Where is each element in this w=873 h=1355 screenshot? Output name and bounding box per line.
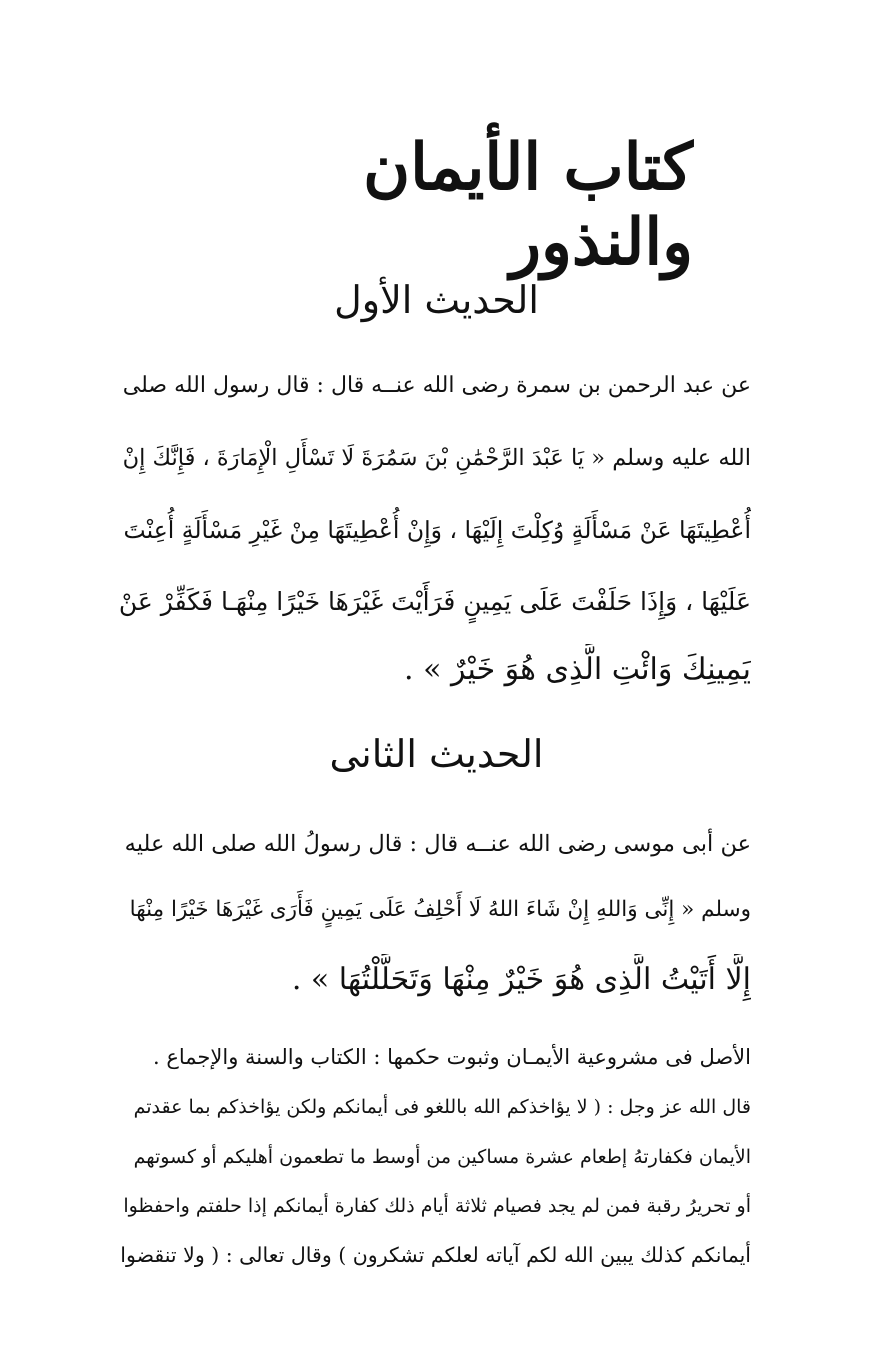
commentary-line: أيمانكم كذلك يبين الله لكم آياته لعلكم تشكرون ) وقال تعالى : ( ولا تنقضوا bbox=[120, 1243, 751, 1267]
hadith-line: أُعْطِيتَهَا عَنْ مَسْأَلَةٍ وُكِلْتَ إِلَيْهَا ، وَإِنْ أُعْطِيتَهَا مِنْ غَيْرِ مَسْأَلَةٍ أُعِنْتَ bbox=[123, 516, 751, 544]
commentary-line: أو تحريرُ رقبة فمن لم يجد فصيام ثلاثة أيام ذلك كفارة أيمانكم إذا حلفتم واحفظوا bbox=[123, 1195, 751, 1217]
section-title-hadith-2: الحديث الثانى bbox=[329, 732, 544, 776]
hadith-line: يَمِينِكَ وَائْتِ الَّذِى هُوَ خَيْرٌ » . bbox=[404, 652, 751, 687]
commentary-line: الأيمان فكفارتهُ إطعام عشرة مساكين من أوسط ما تطعمون أهليكم أو كسوتهم bbox=[133, 1146, 751, 1168]
commentary-line: قال الله عز وجل : ( لا يؤاخذكم الله باللغو فى أيمانكم ولكن يؤاخذكم بما عقدتم bbox=[133, 1096, 751, 1118]
hadith-line: وسلم « إِنِّى وَاللهِ إِنْ شَاءَ اللهُ لَا أَحْلِفُ عَلَى يَمِينٍ فَأَرَى غَيْرَهَا خَيْرًا مِنْهَا bbox=[129, 897, 751, 922]
hadith-line: عَلَيْهَا ، وَإِذَا حَلَفْتَ عَلَى يَمِينٍ فَرَأَيْتَ غَيْرَهَا خَيْرًا مِنْهَـا فَكَفِّرْ عَنْ bbox=[118, 587, 751, 616]
hadith-line: إِلَّا أَتَيْتُ الَّذِى هُوَ خَيْرٌ مِنْهَا وَتَحَلَّلْتُهَا » . bbox=[291, 962, 751, 997]
book-title: كتاب الأيمان والنذور bbox=[363, 130, 693, 280]
commentary-line: الأصل فى مشروعية الأيمـان وثبوت حكمها : الكتاب والسنة والإجماع . bbox=[153, 1045, 751, 1069]
hadith-line: عن عبد الرحمن بن سمرة رضى الله عنــه قال : قال رسول الله صلى bbox=[122, 373, 751, 398]
hadith-line: الله عليه وسلم « يَا عَبْدَ الرَّحْمَٰنِ بْنَ سَمُرَةَ لَا تَسْأَلِ الْإِمَارَةَ ، فَإِنَّكَ إِنْ bbox=[122, 445, 751, 471]
section-title-hadith-1: الحديث الأول bbox=[334, 278, 539, 322]
hadith-line: عن أبى موسى رضى الله عنــه قال : قال رسولُ الله صلى الله عليه bbox=[124, 831, 751, 857]
